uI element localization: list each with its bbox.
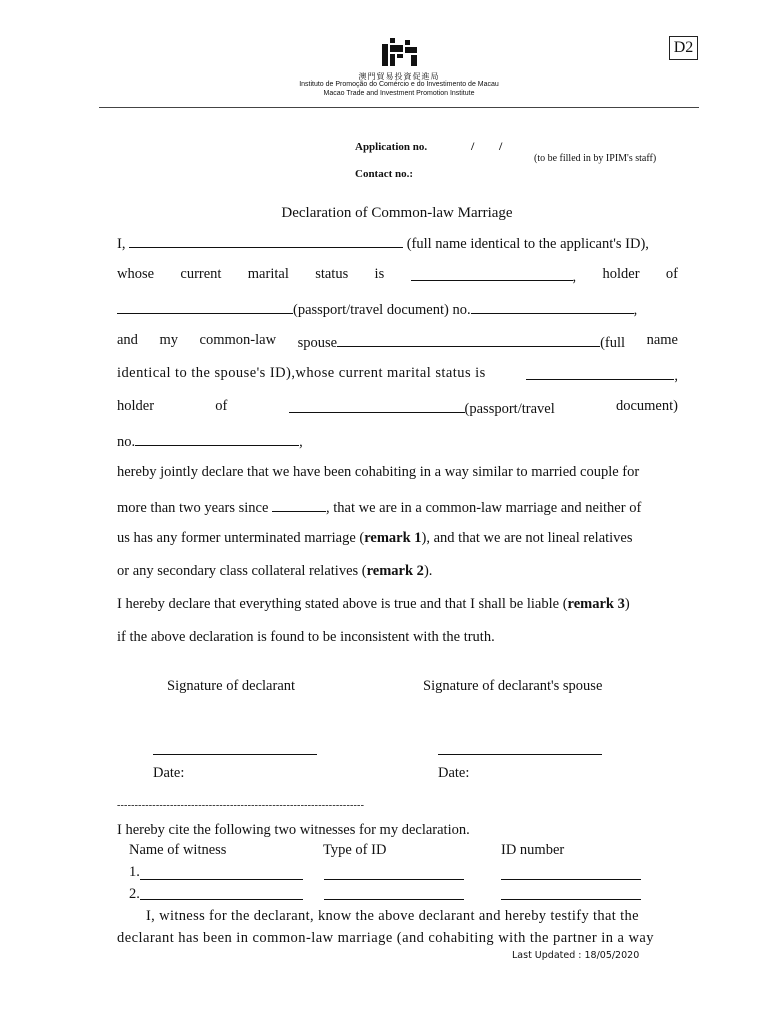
common-law-marriage-text: , that we are in a common-law marriage and neither of <box>326 500 642 516</box>
witness-1-id-type-field[interactable] <box>324 879 464 880</box>
application-no-slash-1: / <box>471 139 475 153</box>
witness-2-id-number-field[interactable] <box>501 899 641 900</box>
body-line-11 <box>117 563 432 580</box>
unterminated-marriage-text: us has any former unterminated marriage ( <box>117 530 365 546</box>
witness-1-name-field[interactable] <box>140 879 303 880</box>
signature-spouse-label: Signature of declarant's spouse <box>423 678 603 694</box>
institute-name-chinese: 澳門貿易投資促進局 <box>358 72 440 81</box>
closing-paren: ) <box>624 596 630 612</box>
applicant-name-note: (full name identical to the applicant's ID), <box>406 236 649 252</box>
comma: , <box>299 434 303 450</box>
word-holder: holder <box>117 398 155 414</box>
lineal-relatives-text: ), and that we are not lineal relatives <box>421 530 633 546</box>
body-line-2 <box>117 266 678 286</box>
comma: , <box>674 368 678 384</box>
body-line-8: hereby jointly declare that we have been cohabiting in a way similar to married couple for <box>117 464 640 480</box>
body-line-9 <box>117 497 641 517</box>
witness-row-1-number: 1. <box>129 864 140 880</box>
word-no: no. <box>117 434 136 450</box>
signature-declarant-label: Signature of declarant <box>167 678 296 694</box>
witness-paragraph-line-1 <box>117 908 678 925</box>
spouse-date-label: Date: <box>438 765 470 781</box>
applicant-document-type-field[interactable] <box>117 299 293 314</box>
column-type-of-id: Type of ID <box>323 842 387 858</box>
witness-2-name-field[interactable] <box>140 899 303 900</box>
column-name-of-witness: Name of witness <box>129 842 227 858</box>
word-spouse: spouse <box>297 335 338 351</box>
witness-row-2-number: 2. <box>129 886 140 902</box>
remark-3: remark 3 <box>567 596 625 612</box>
witness-2-id-type-field[interactable] <box>324 899 464 900</box>
body-line-3 <box>117 299 637 319</box>
word-of: of <box>665 266 678 282</box>
word-marital: marital <box>247 266 289 282</box>
declaration-title: Declaration of Common-law Marriage <box>281 205 513 221</box>
spouse-marital-status-field[interactable] <box>526 365 674 380</box>
body-line-12 <box>117 596 630 613</box>
closing-text: ). <box>423 563 433 579</box>
witness-testify-text: I, witness for the declarant, know the above declarant and hereby testify that the <box>146 908 639 924</box>
ipim-logo-icon <box>381 36 418 70</box>
word-my: my <box>159 332 178 348</box>
cohabitation-start-field[interactable] <box>272 497 326 512</box>
declarant-date-label: Date: <box>153 765 185 781</box>
application-no-slash-2: / <box>499 139 503 153</box>
body-line-10 <box>117 530 633 547</box>
last-updated-footer: Last Updated : 18/05/2020 <box>512 950 640 961</box>
remark-2: remark 2 <box>366 563 424 579</box>
word-whose: whose <box>117 266 155 282</box>
header-divider <box>99 107 699 108</box>
staff-note: (to be filled in by IPIM's staff) <box>534 153 657 164</box>
remark-1: remark 1 <box>364 530 422 546</box>
applicant-marital-status-field[interactable] <box>411 266 573 281</box>
comma: , <box>572 269 577 285</box>
passport-document-no-text: (passport/travel document) no. <box>293 302 471 318</box>
contact-no-label: Contact no.: <box>355 168 414 180</box>
witness-intro: I hereby cite the following two witnesses for my declaration. <box>117 822 470 838</box>
collateral-relatives-text: or any secondary class collateral relatives ( <box>117 563 367 579</box>
word-name: name <box>646 332 678 348</box>
body-line-4 <box>117 332 678 352</box>
body-line-7 <box>117 431 303 451</box>
application-no-label: Application no. <box>355 141 428 153</box>
declarant-signature-line[interactable] <box>153 754 317 755</box>
word-and: and <box>117 332 138 348</box>
institute-name-english: Macao Trade and Investment Promotion Institute <box>323 90 475 97</box>
word-full: (full <box>600 335 626 351</box>
applicant-name-field[interactable] <box>129 233 403 248</box>
word-of: of <box>215 398 228 414</box>
word-current: current <box>180 266 222 282</box>
cohabit-since-text: more than two years since <box>117 500 269 516</box>
body-line-13: if the above declaration is found to be inconsistent with the truth. <box>117 629 495 645</box>
liable-text: I hereby declare that everything stated above is true and that I shall be liable ( <box>117 596 568 612</box>
form-code-box: D2 <box>669 36 698 60</box>
spouse-id-text: identical to the spouse's ID),whose current marital status is <box>117 365 486 381</box>
institute-name-portuguese: Instituto de Promoção do Comércio e do Investimento de Macau <box>299 81 499 88</box>
body-line-1 <box>117 233 677 253</box>
comma: , <box>633 302 638 318</box>
witness-1-id-number-field[interactable] <box>501 879 641 880</box>
spouse-name-field[interactable] <box>337 332 600 347</box>
word-document: document) <box>615 398 678 414</box>
applicant-document-no-field[interactable] <box>471 299 634 314</box>
word-passport-travel: (passport/travel <box>464 401 555 417</box>
word-common-law: common-law <box>199 332 277 348</box>
column-id-number: ID number <box>501 842 565 858</box>
pronoun-i: I, <box>117 236 126 252</box>
word-status: status <box>315 266 349 282</box>
body-line-6 <box>117 398 678 418</box>
spouse-signature-line[interactable] <box>438 754 602 755</box>
witness-paragraph-line-2: declarant has been in common-law marriage (and cohabiting with the partner in a way <box>117 930 655 946</box>
spouse-document-type-field[interactable] <box>289 398 465 413</box>
word-holder: holder <box>602 266 640 282</box>
section-divider-dashes: ---------------------------------------------------------------------- <box>117 800 365 811</box>
body-line-5 <box>117 365 678 385</box>
spouse-document-no-field[interactable] <box>135 431 299 446</box>
word-is: is <box>374 266 385 282</box>
